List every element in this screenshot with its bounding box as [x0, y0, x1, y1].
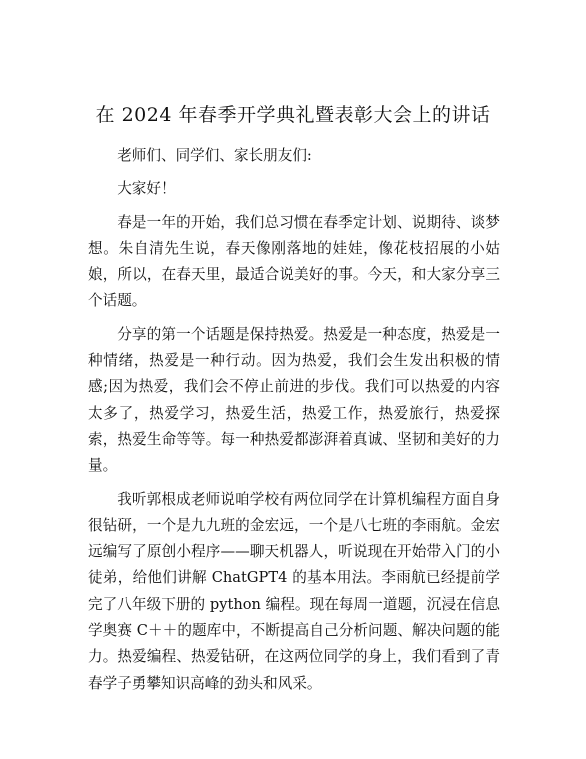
- paragraph-students: 我听郭根成老师说咱学校有两位同学在计算机编程方面自身很钻研，一个是九九班的金宏远，一个是八七班的李雨航。金宏远编写了原创小程序——聊天机器人，听说现在开始带入门的小徒弟，给他们讲解 ChatGPT4 的基本用法。李雨航已经提前学完了八年级下册的 python 编程。现在每周一道题，沉浸在信息学奥赛 C＋＋的题库中，不断提高自己分析问题、解决问题的能力。热爱编程、热爱钻研，在这两位同学的身上，我们看到了青春学子勇攀知识高峰的劲头和风采。: [88, 490, 500, 692]
- paragraph-hello: 大家好！: [117, 180, 176, 198]
- paragraph-passion: 分享的第一个话题是保持热爱。热爱是一种态度，热爱是一种情绪，热爱是一种行动。因为热爱，我们会生发出积极的情感;因为热爱，我们会不停止前进的步伐。我们可以热爱的内容太多了，热爱学习，热爱生活，热爱工作，热爱旅行，热爱探索，热爱生命等等。每一种热爱都澎湃着真诚、坚韧和美好的力量。: [88, 325, 500, 475]
- paragraph-greeting: 老师们、同学们、家长朋友们:: [117, 147, 312, 164]
- document-title: 在 2024 年春季开学典礼暨表彰大会上的讲话: [95, 104, 491, 126]
- document-body: [88, 143, 500, 704]
- paragraph-spring: 春是一年的开始，我们总习惯在春季定计划、说期待、谈梦想。朱自清先生说，春天像刚落地的娃娃，像花枝招展的小姑娘，所以，在春天里，最适合说美好的事。今天，和大家分享三个话题。: [88, 213, 500, 310]
